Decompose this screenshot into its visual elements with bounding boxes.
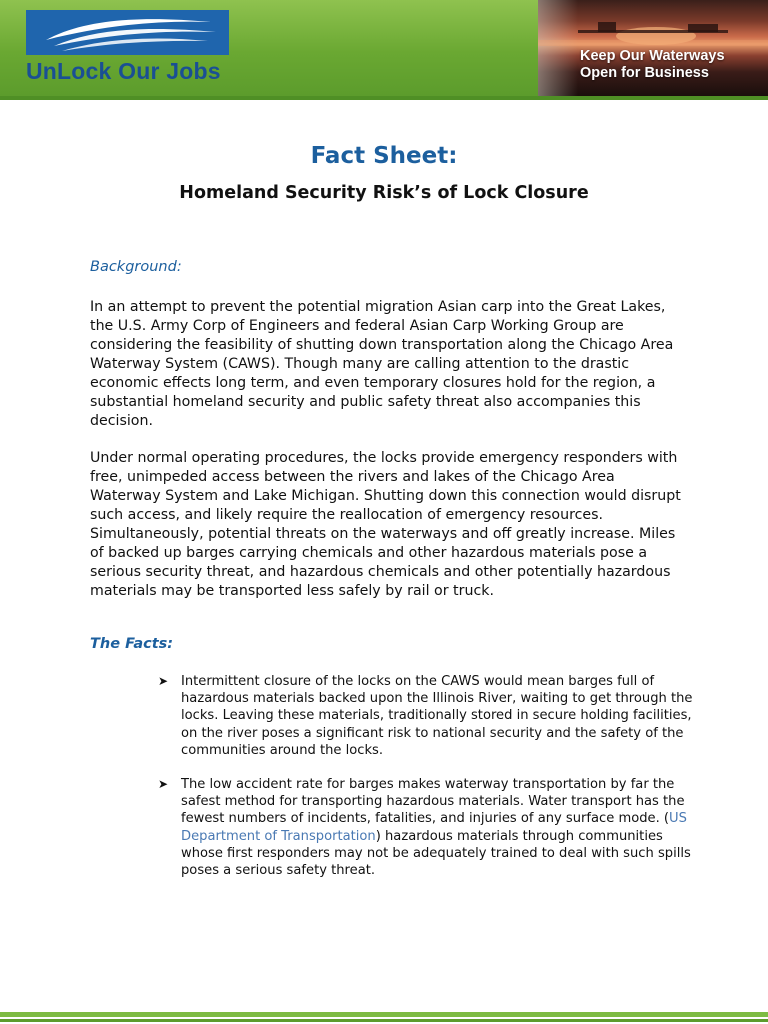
header-rule <box>0 96 768 100</box>
photo-tagline <box>580 48 725 82</box>
tagline-line-2: Open for Business <box>580 65 709 81</box>
fact-bullet-2-text-after: ) hazardous materials through communities whose first responders may not be adequately trained to deal with such spills poses a serious safety threat. <box>181 828 691 879</box>
arrow-bullet-icon: ➤ <box>158 777 169 791</box>
fact-bullet-1-text: Intermittent closure of the locks on the CAWS would mean barges full of hazardous materials backed upon the Illinois River, waiting to get through the locks. Leaving these materials, traditionally stored in secure holding facilities, on the river poses a significant risk to national security and the safety of the communities around the locks. <box>181 674 693 758</box>
fact-bullet-2-text-before: The low accident rate for barges makes waterway transportation by far the safest method for transporting hazardous materials. Water transport has the fewest numbers of incidents, fatalities, and injuries of any surface mode. ( <box>181 777 685 827</box>
background-paragraph-1: In an attempt to prevent the potential migration Asian carp into the Great Lakes, the U.S. Army Corp of Engineers and federal Asian Carp Working Group are considering the feasibility of shutting down transportation along the Chicago Area Waterway System (CAWS). Though many are calling attention to the drastic economic effects long term, and even temporary closures hold for the region, a substantial homeland security and public safety threat also accompanies this decision. <box>90 299 674 429</box>
arrow-bullet-icon: ➤ <box>158 674 169 688</box>
wave-logo-icon <box>26 10 229 55</box>
wave-logo-graphic <box>26 10 229 55</box>
background-paragraph-2: Under normal operating procedures, the locks provide emergency responders with free, unimpeded access between the rivers and lakes of the Chicago Area Waterway System and Lake Michigan. Shutting down this connection would disrupt such access, and likely require the reallocation of emergency resources. Simultaneously, potential threats on the waterways and off greatly increase. Miles of backed up barges carrying chemicals and other hazardous materials pose a serious security threat, and hazardous chemicals and other potentially hazardous materials may be transported less safely by rail or truck. <box>90 450 681 599</box>
us-dot-link[interactable]: US Department of Transportation <box>181 811 687 844</box>
page-title: Fact Sheet: <box>310 143 458 169</box>
fact-bullet-1 <box>158 673 703 759</box>
waterway-photo <box>538 0 768 96</box>
fact-bullet-2 <box>158 776 703 879</box>
tagline-line-1: Keep Our Waterways <box>580 48 725 64</box>
facts-heading: The Facts: <box>90 636 174 652</box>
brand-name: UnLock Our Jobs <box>26 58 221 84</box>
page-subtitle: Homeland Security Risk’s of Lock Closure <box>179 183 589 203</box>
header-banner <box>0 0 768 100</box>
background-heading: Background: <box>90 259 182 275</box>
footer-rule <box>0 1012 768 1017</box>
footer-rule-dark <box>0 1019 768 1022</box>
